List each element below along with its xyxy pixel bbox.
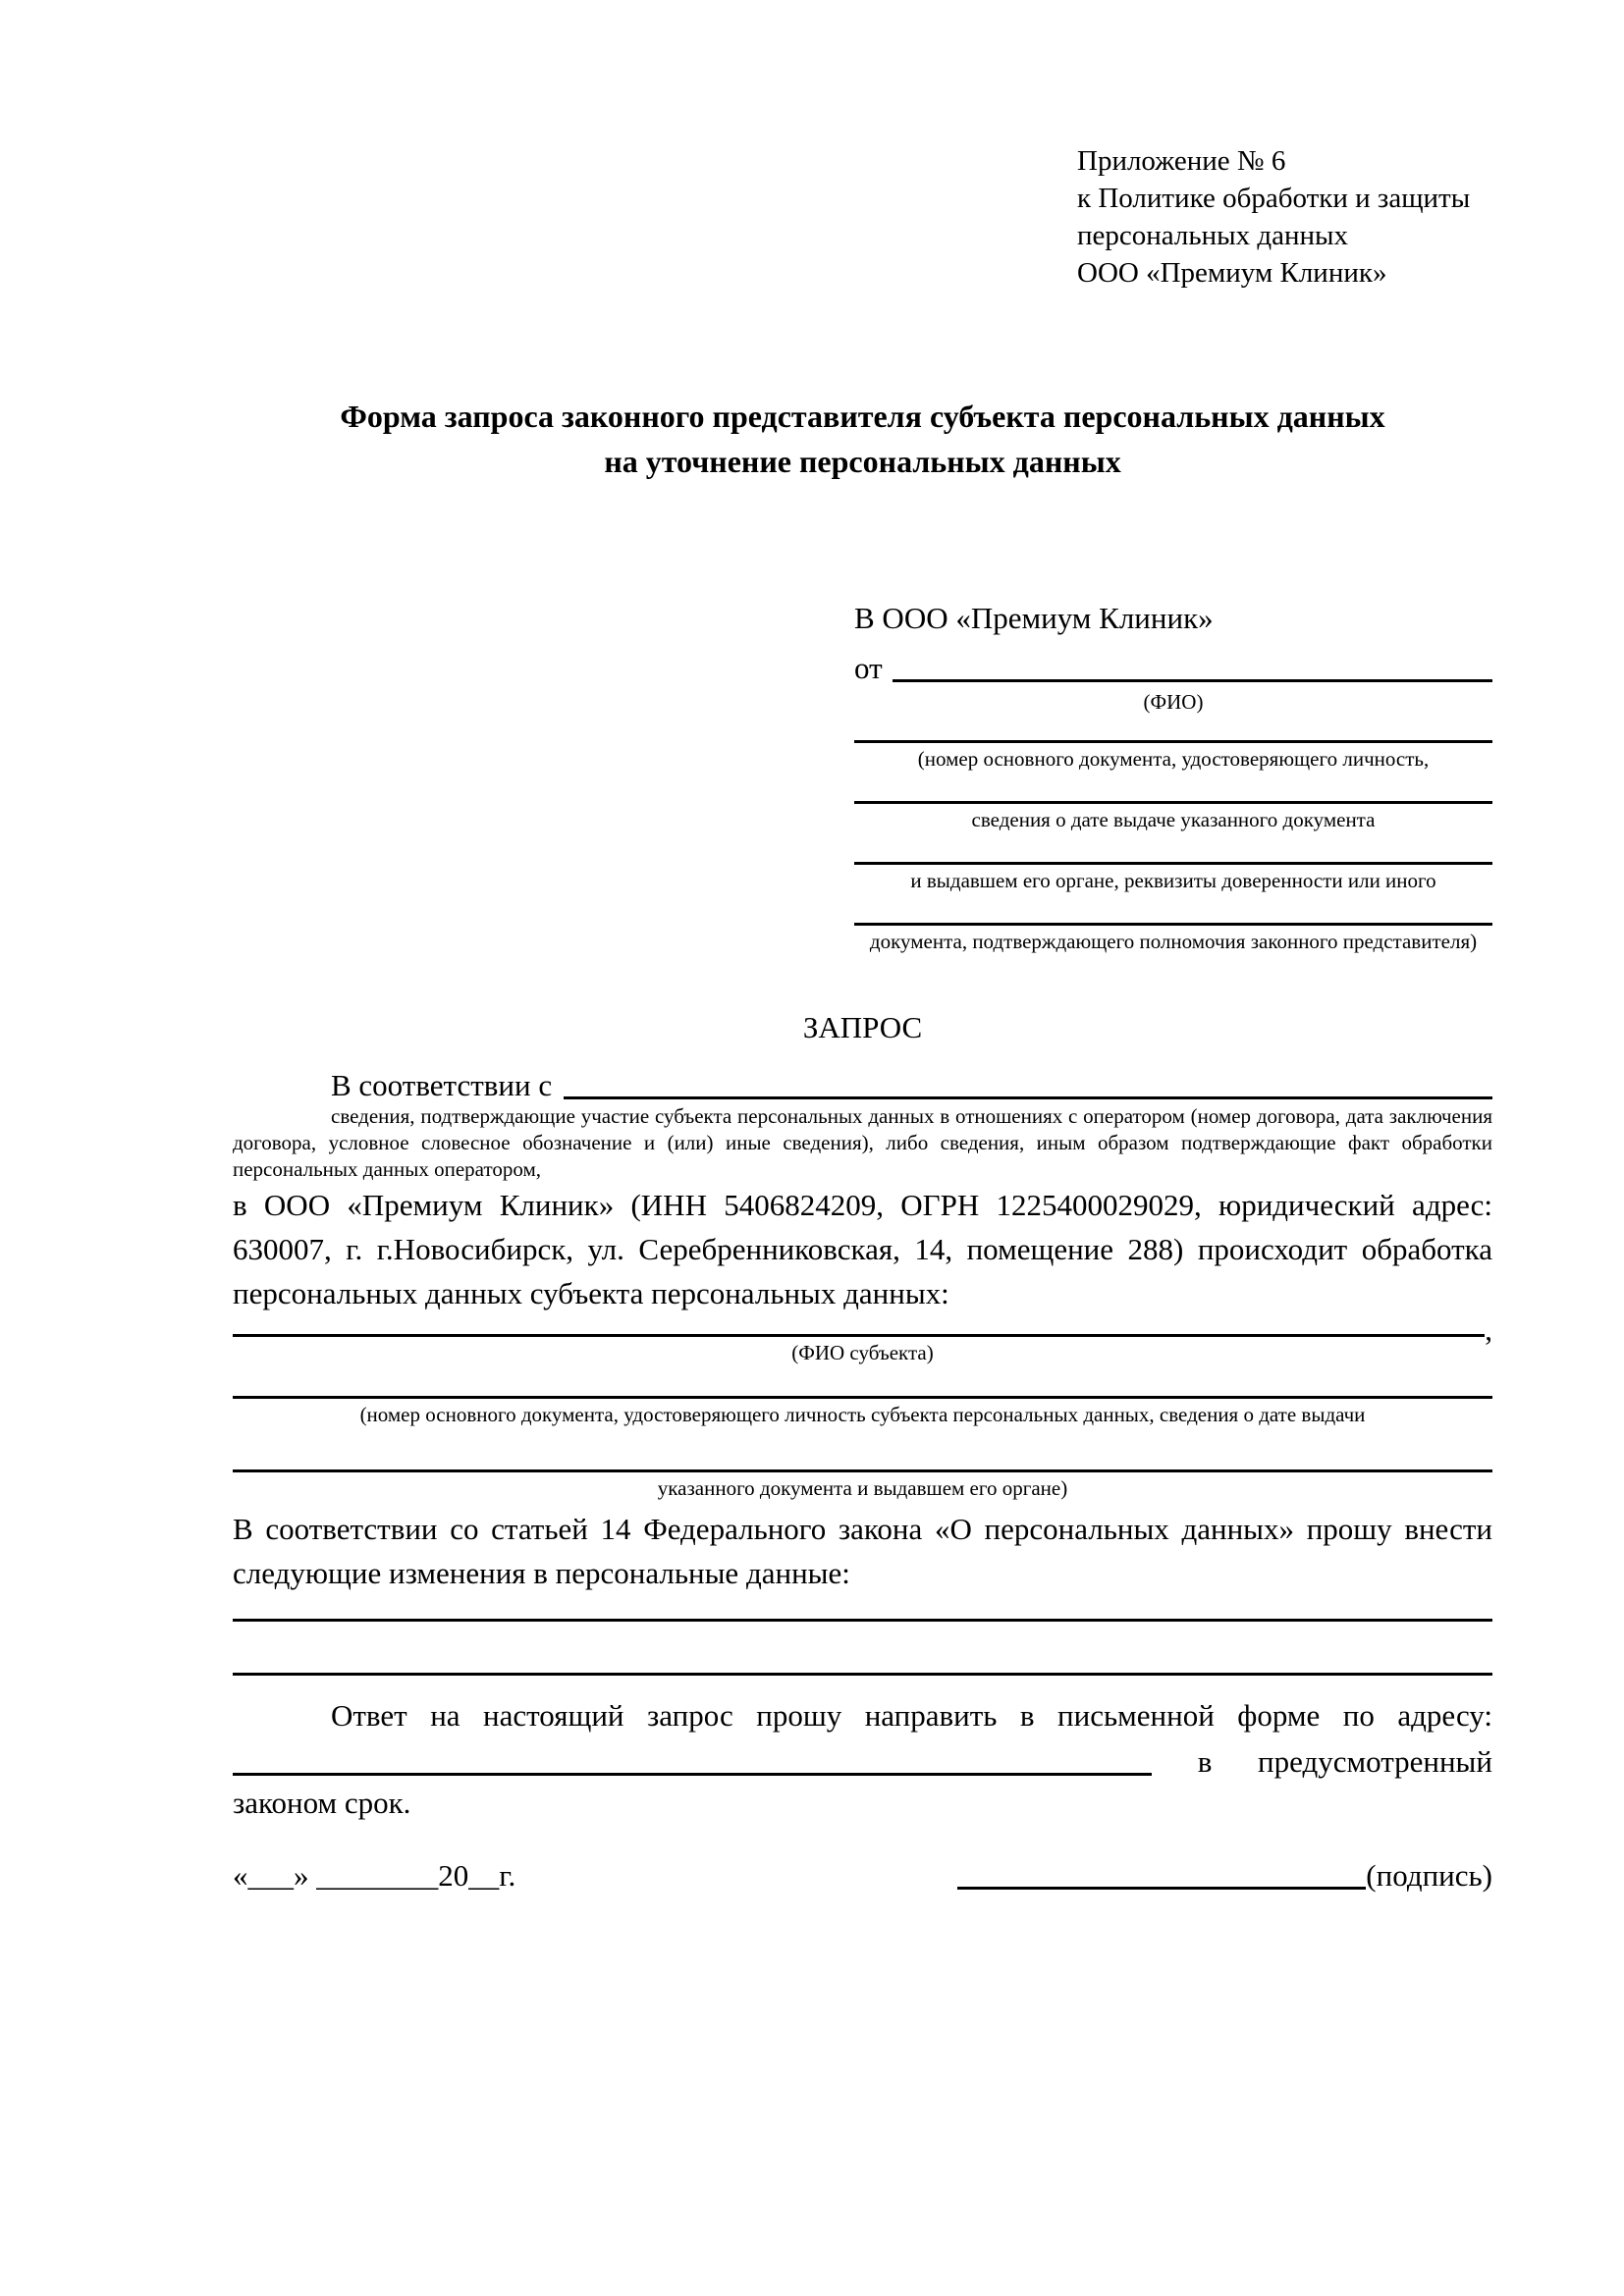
representative-doc-line-3: [854, 862, 1492, 865]
annotation-line-2: к Политике обработки и защиты: [1077, 183, 1471, 214]
representative-fio-hint: (ФИО): [1143, 690, 1204, 714]
request-heading: ЗАПРОС: [802, 1010, 923, 1044]
changes-fill-line-2: [233, 1673, 1492, 1676]
subject-doc-line-2: [233, 1469, 1492, 1472]
signature-hint: (подпись): [1366, 1858, 1492, 1893]
representative-doc-hint-3: и выдавшем его органе, реквизиты доверенности или иного: [910, 869, 1436, 892]
basis-hint: сведения, подтверждающие участие субъекта персональных данных в отношениях с оператором (номер договора, дата заключения договора, условное словесное обозначение и (или) иные сведения), либо сведения, иным образом подтверждающие факт обработки персональных данных оператором,: [233, 1104, 1492, 1181]
subject-doc-line-1: [233, 1396, 1492, 1399]
basis-fill-line: [564, 1096, 1492, 1099]
answer-address-row: [233, 1737, 1492, 1781]
representative-doc-hint-1: (номер основного документа, удостоверяющего личность,: [917, 747, 1430, 771]
signature-line: [957, 1887, 1366, 1890]
subject-doc-row-1: [233, 1385, 1492, 1399]
basis-prefix: В соответствии с: [331, 1068, 553, 1102]
basis-row: [233, 1059, 1492, 1103]
addressee-organization: В ООО «Премиум Клиник»: [854, 601, 1214, 635]
answer-tail: законом срок.: [233, 1786, 411, 1820]
subject-doc-hint-2: указанного документа и выдавшем его органе): [657, 1476, 1068, 1500]
subject-doc-hint-1: (номер основного документа, удостоверяющего личность субъекта персональных данных, сведения о дате выдачи: [359, 1403, 1366, 1426]
answer-word-1: в: [1197, 1744, 1213, 1779]
representative-doc-line-4: [854, 923, 1492, 926]
subject-fio-row: [233, 1312, 1492, 1347]
answer-word-2: предусмотренный: [1258, 1744, 1492, 1779]
representative-doc-line-1: [854, 740, 1492, 743]
document-title-line-1: Форма запроса законного представителя субъекта персональных данных: [340, 399, 1385, 434]
signature-block: [957, 1856, 1492, 1896]
annotation-line-1: Приложение № 6: [1077, 145, 1286, 177]
representative-doc-line-2: [854, 801, 1492, 804]
annotation-line-4: ООО «Премиум Клиник»: [1077, 257, 1387, 289]
addressee-block: [854, 600, 1492, 954]
document-title: [233, 394, 1492, 484]
representative-doc-hint-2: сведения о дате выдаче указанного документа: [971, 808, 1376, 831]
representative-doc-hint-4: документа, подтверждающего полномочия законного представителя): [869, 930, 1478, 953]
representative-fio-line: [893, 679, 1492, 682]
answer-intro-paragraph: Ответ на настоящий запрос прошу направить в письменной форме по адресу:: [331, 1698, 1492, 1733]
document-title-line-2: на уточнение персональных данных: [604, 444, 1121, 479]
subject-fio-hint: (ФИО субъекта): [791, 1341, 934, 1364]
date-line: «___» ________20__г.: [233, 1858, 516, 1893]
annotation-line-3: персональных данных: [1077, 220, 1349, 251]
from-label: от: [854, 651, 883, 685]
operator-paragraph: в ООО «Премиум Клиник» (ИНН 5406824209, ОГРН 1225400029029, юридический адрес: 630007, г. г.Новосибирск, ул. Серебренниковская, 14, помещение 288) происходит обработка персональных данных субъекта персональных данных:: [233, 1188, 1492, 1310]
from-row: [854, 641, 1492, 686]
subject-doc-row-2: [233, 1459, 1492, 1472]
answer-address-line: [233, 1773, 1152, 1776]
changes-fill-line-1: [233, 1619, 1492, 1622]
law-paragraph: В соответствии со статьей 14 Федерального закона «О персональных данных» прошу внести следующие изменения в персональные данные:: [233, 1512, 1492, 1590]
appendix-annotation: [1077, 142, 1492, 292]
subject-fio-line: [233, 1334, 1485, 1337]
subject-fio-comma: ,: [1485, 1312, 1492, 1347]
footer-row: [233, 1856, 1492, 1896]
